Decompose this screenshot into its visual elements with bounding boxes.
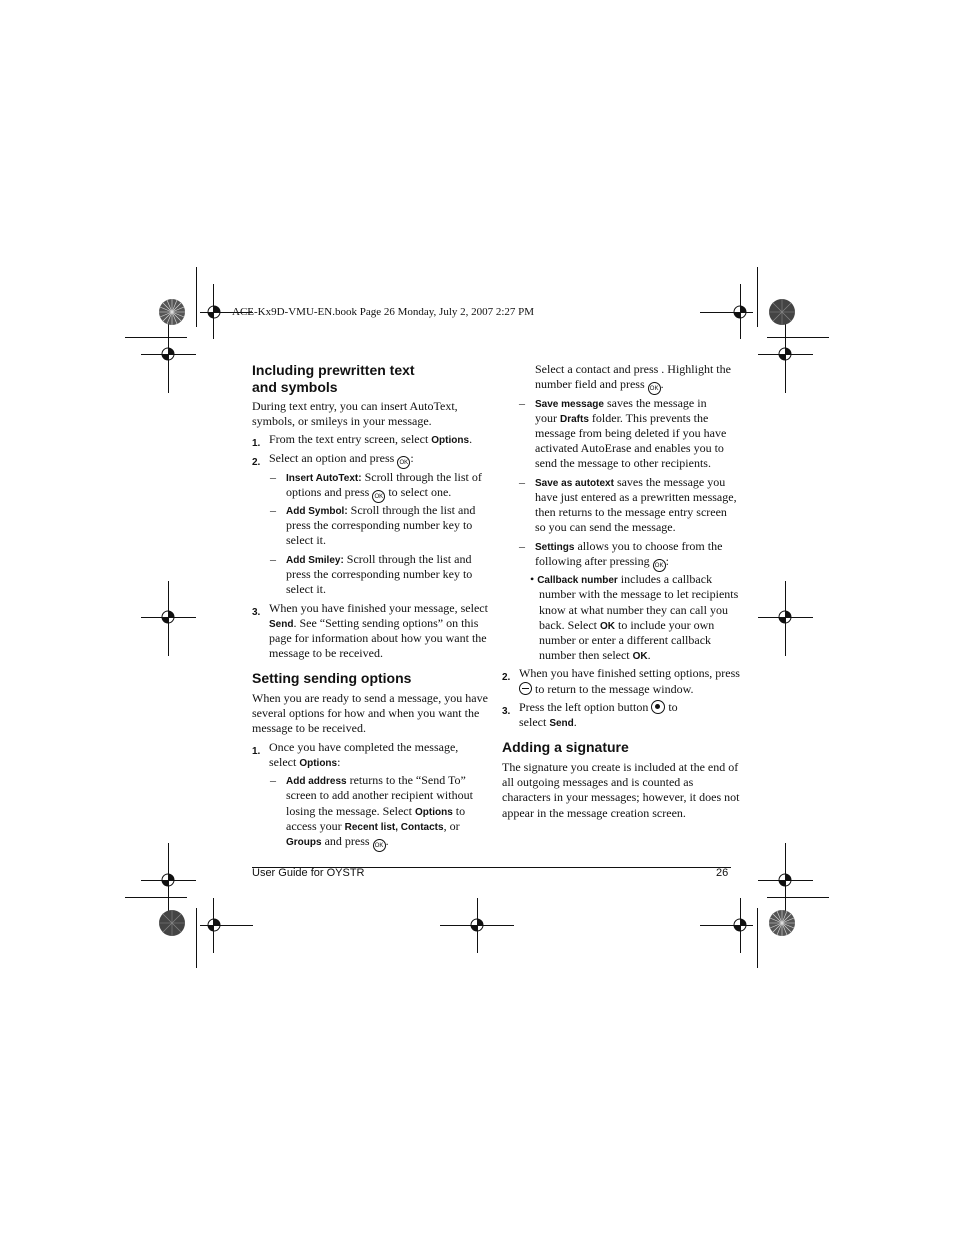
list-item-text: From the text entry screen, select Options. xyxy=(269,432,473,446)
section-heading: and symbols xyxy=(252,379,338,395)
dash: – xyxy=(270,552,276,566)
list-item-text: Once you have completed the message, xyxy=(269,740,459,754)
left-option-button-icon xyxy=(651,700,665,714)
registration-target-icon xyxy=(158,870,178,890)
ok-button-icon: OK xyxy=(373,839,386,852)
list-item-text: then returns to the message entry screen xyxy=(535,505,727,519)
list-item-text: press the corresponding number key to xyxy=(286,518,473,532)
list-item-text: Send. See “Setting sending options” on this xyxy=(269,616,479,630)
list-item-text: message from being deleted if you have xyxy=(535,426,727,440)
list-item-text: page for information about how you want the xyxy=(269,631,487,645)
page-number: 26 xyxy=(716,867,729,879)
ok-button-icon: OK xyxy=(653,559,666,572)
registration-target-icon xyxy=(158,607,178,627)
list-item-text: options and press OK to select one. xyxy=(286,485,451,503)
registration-target-icon xyxy=(204,302,224,322)
paragraph: all outgoing messages and is counted as xyxy=(502,775,694,789)
paragraph: characters in your messages; however, it does not xyxy=(502,790,740,804)
registration-target-icon xyxy=(775,344,795,364)
list-item-text: Insert AutoText: Scroll through the list of xyxy=(286,470,482,484)
list-item-text: Select a contact and press . Highlight the xyxy=(535,362,731,376)
section-heading: Including prewritten text xyxy=(252,362,415,378)
list-item: 2. xyxy=(252,457,261,468)
paragraph: symbols, or smileys in your message. xyxy=(252,414,432,428)
dash: – xyxy=(519,396,525,410)
registration-target-icon xyxy=(730,302,750,322)
list-item-text: send the message to other recipients. xyxy=(535,456,711,470)
list-item-text: number with the message to let recipients xyxy=(539,587,739,601)
registration-target-icon xyxy=(775,607,795,627)
list-item-text: • Callback number includes a callback xyxy=(530,572,713,586)
list-item-text: Save as autotext saves the message you xyxy=(535,475,726,489)
registration-target-icon xyxy=(467,915,487,935)
list-item-text: select Send. xyxy=(519,715,577,729)
footer-title: User Guide for OYSTR xyxy=(252,867,365,879)
list-item: 1. xyxy=(252,438,261,449)
list-item-text: Select an option and press OK : xyxy=(269,451,414,469)
dash: – xyxy=(270,773,276,787)
ok-button-icon: OK xyxy=(648,382,661,395)
list-item-text: number then select OK. xyxy=(539,648,651,662)
dash: – xyxy=(519,539,525,553)
list-item: 3. xyxy=(252,607,261,618)
dash: – xyxy=(270,470,276,484)
list-item-text: When you have finished setting options, press xyxy=(519,666,740,680)
registration-target-icon xyxy=(204,915,224,935)
dash: – xyxy=(519,475,525,489)
paragraph: During text entry, you can insert AutoText, xyxy=(252,399,458,413)
registration-target-icon xyxy=(730,915,750,935)
list-item-text: number field and press OK . xyxy=(535,377,664,395)
list-item-text: Settings allows you to choose from the xyxy=(535,539,723,553)
list-item: 3. xyxy=(502,706,511,717)
color-starburst-icon xyxy=(158,298,186,326)
paragraph: several options for how and when you want the xyxy=(252,706,480,720)
list-item: 1. xyxy=(252,746,261,757)
list-item-text: following after pressing OK : xyxy=(535,554,669,572)
list-item-text: press the corresponding number key to xyxy=(286,567,473,581)
ok-button-icon: OK xyxy=(372,490,385,503)
list-item-text: select Options: xyxy=(269,755,341,769)
list-item: 2. xyxy=(502,672,511,683)
list-item-text: know at what number they can call you xyxy=(539,603,728,617)
list-item-text: select it. xyxy=(286,582,326,596)
list-item-text: losing the message. Select Options to xyxy=(286,804,466,818)
list-item-text: access your Recent list, Contacts, or xyxy=(286,819,460,833)
color-starburst-icon xyxy=(158,909,186,937)
registration-target-icon xyxy=(158,344,178,364)
list-item-text: Add Symbol: Scroll through the list and xyxy=(286,503,476,517)
paragraph: When you are ready to send a message, you have xyxy=(252,691,488,705)
color-starburst-icon xyxy=(768,298,796,326)
list-item-text: select it. xyxy=(286,533,326,547)
list-item-text: When you have finished your message, select xyxy=(269,601,488,615)
dash: – xyxy=(270,503,276,517)
color-starburst-icon xyxy=(768,909,796,937)
list-item-text: Add address returns to the “Send To” xyxy=(286,773,466,787)
list-item-text: so you can send the message. xyxy=(535,520,676,534)
list-item-text: activated AutoErase and enables you to xyxy=(535,441,724,455)
list-item-text: message to be received. xyxy=(269,646,383,660)
list-item-text: to return to the message window. xyxy=(519,682,694,697)
registration-target-icon xyxy=(775,870,795,890)
list-item-text: screen to add another recipient without xyxy=(286,788,473,802)
paragraph: appear in the message creation screen. xyxy=(502,806,686,820)
list-item-text: Add Smiley: Scroll through the list and xyxy=(286,552,472,566)
list-item-text: Save message saves the message in xyxy=(535,396,707,410)
section-heading: Setting sending options xyxy=(252,670,412,686)
list-item-text: back. Select OK to include your own xyxy=(539,618,715,632)
paragraph: The signature you create is included at the end of xyxy=(502,760,739,774)
list-item-text: your Drafts folder. This prevents the xyxy=(535,411,709,425)
bullet: • xyxy=(530,572,535,586)
page-header: ACE-Kx9D-VMU-EN.book Page 26 Monday, July 2, 2007 2:27 PM xyxy=(232,306,535,318)
list-item-text: number or enter a different callback xyxy=(539,633,712,647)
list-item-text: Groups and press OK . xyxy=(286,834,389,852)
list-item-text: have just entered as a prewritten message, xyxy=(535,490,737,504)
paragraph: message to be received. xyxy=(252,721,366,735)
list-item-text: Press the left option button to xyxy=(519,700,678,714)
ok-button-icon: OK xyxy=(397,456,410,469)
section-heading: Adding a signature xyxy=(502,739,629,755)
back-button-icon xyxy=(519,682,532,695)
